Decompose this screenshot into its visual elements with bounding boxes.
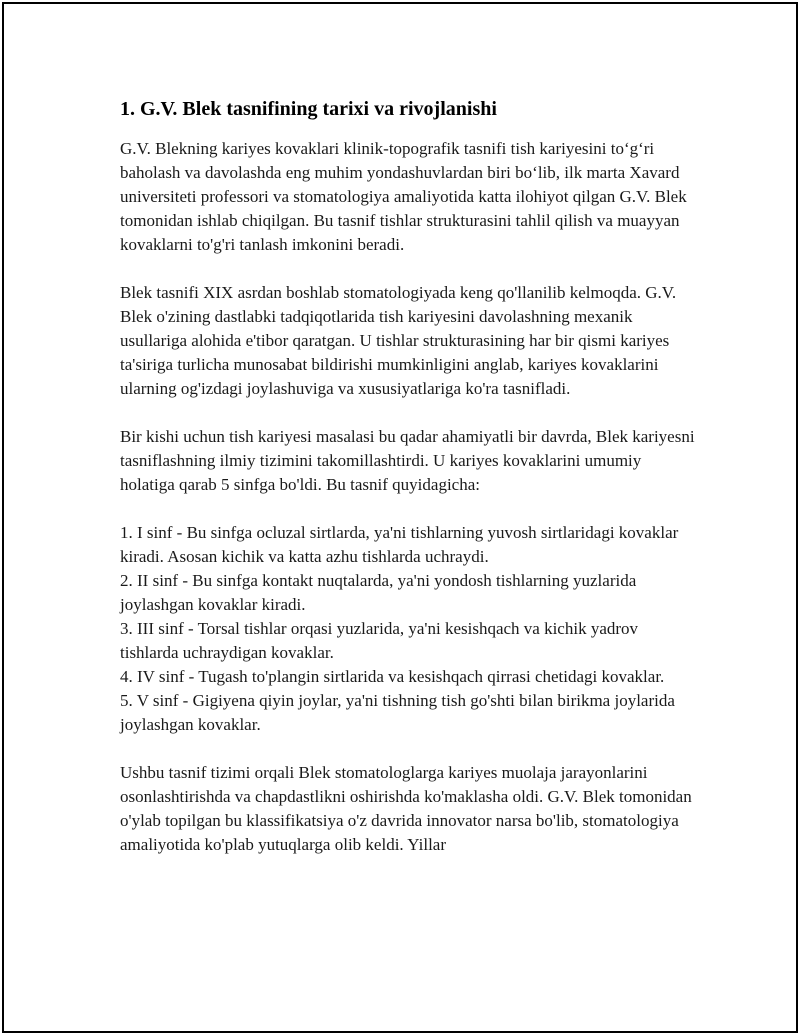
paragraph-gap	[120, 257, 700, 281]
paragraph-gap	[120, 401, 700, 425]
list-item-class-5: 5. V sinf - Gigiyena qiyin joylar, ya'ni tishning tish go'shti bilan birikma joylarida joylashgan kovaklar.	[120, 691, 675, 734]
class-list	[120, 521, 700, 737]
list-item-class-4: 4. IV sinf - Tugash to'plangin sirtlarida va kesishqach qirrasi chetidagi kovaklar.	[120, 667, 665, 686]
paragraph-history: Blek tasnifi XIX asrdan boshlab stomatologiyada keng qo'llanilib kelmoqda. G.V. Blek o'zining dastlabki tadqiqotlarida tish kariyesini davolashning mexanik usullariga alohida e'tibor qaratgan. U tishlar strukturasining har bir qismi kariyes ta'siriga turlicha munosabat bildirishi mumkinligini anglab, kariyes kovaklarini ularning og'izdagi joylashuviga va xususiyatlariga ko'ra tasnifladi.	[120, 283, 677, 398]
list-item-class-3: 3. III sinf - Torsal tishlar orqasi yuzlarida, ya'ni kesishqach va kichik yadrov tishlarda uchraydigan kovaklar.	[120, 619, 639, 662]
document-body	[120, 96, 700, 857]
section-title: 1. G.V. Blek tasnifining tarixi va rivojlanishi	[120, 98, 497, 120]
paragraph-intro: G.V. Blekning kariyes kovaklari klinik-topografik tasnifi tish kariyesini to‘g‘ri baholash va davolashda eng muhim yondashuvlardan biri bo‘lib, ilk marta Xavard universiteti professori va stomatologiya amaliyotida katta ilohiyot qilgan G.V. Blek tomonidan ishlab chiqilgan. Bu tasnif tishlar strukturasini tahlil qilish va muayyan kovaklarni to'g'ri tanlash imkonini beradi.	[120, 139, 687, 254]
paragraph-gap	[120, 497, 700, 521]
document-page	[2, 2, 798, 1033]
paragraph-gap	[120, 737, 700, 761]
paragraph-closing: Ushbu tasnif tizimi orqali Blek stomatologlarga kariyes muolaja jarayonlarini osonlashtirishda va chapdastlikni oshirishda ko'maklasha oldi. G.V. Blek tomonidan o'ylab topilgan bu klassifikatsiya o'z davrida innovator narsa bo'lib, stomatologiya amaliyotida ko'plab yutuqlarga olib keldi. Yillar	[120, 763, 692, 854]
paragraph-classes-intro: Bir kishi uchun tish kariyesi masalasi bu qadar ahamiyatli bir davrda, Blek kariyesni tasniflashning ilmiy tizimini takomillashtirdi. U kariyes kovaklarini umumiy holatiga qarab 5 sinfga bo'ldi. Bu tasnif quyidagicha:	[120, 427, 695, 494]
list-item-class-2: 2. II sinf - Bu sinfga kontakt nuqtalarda, ya'ni yondosh tishlarning yuzlarida joylashgan kovaklar kiradi.	[120, 571, 637, 614]
list-item-class-1: 1. I sinf - Bu sinfga ocluzal sirtlarda, ya'ni tishlarning yuvosh sirtlaridagi kovaklar kiradi. Asosan kichik va katta azhu tishlarda uchraydi.	[120, 523, 679, 566]
